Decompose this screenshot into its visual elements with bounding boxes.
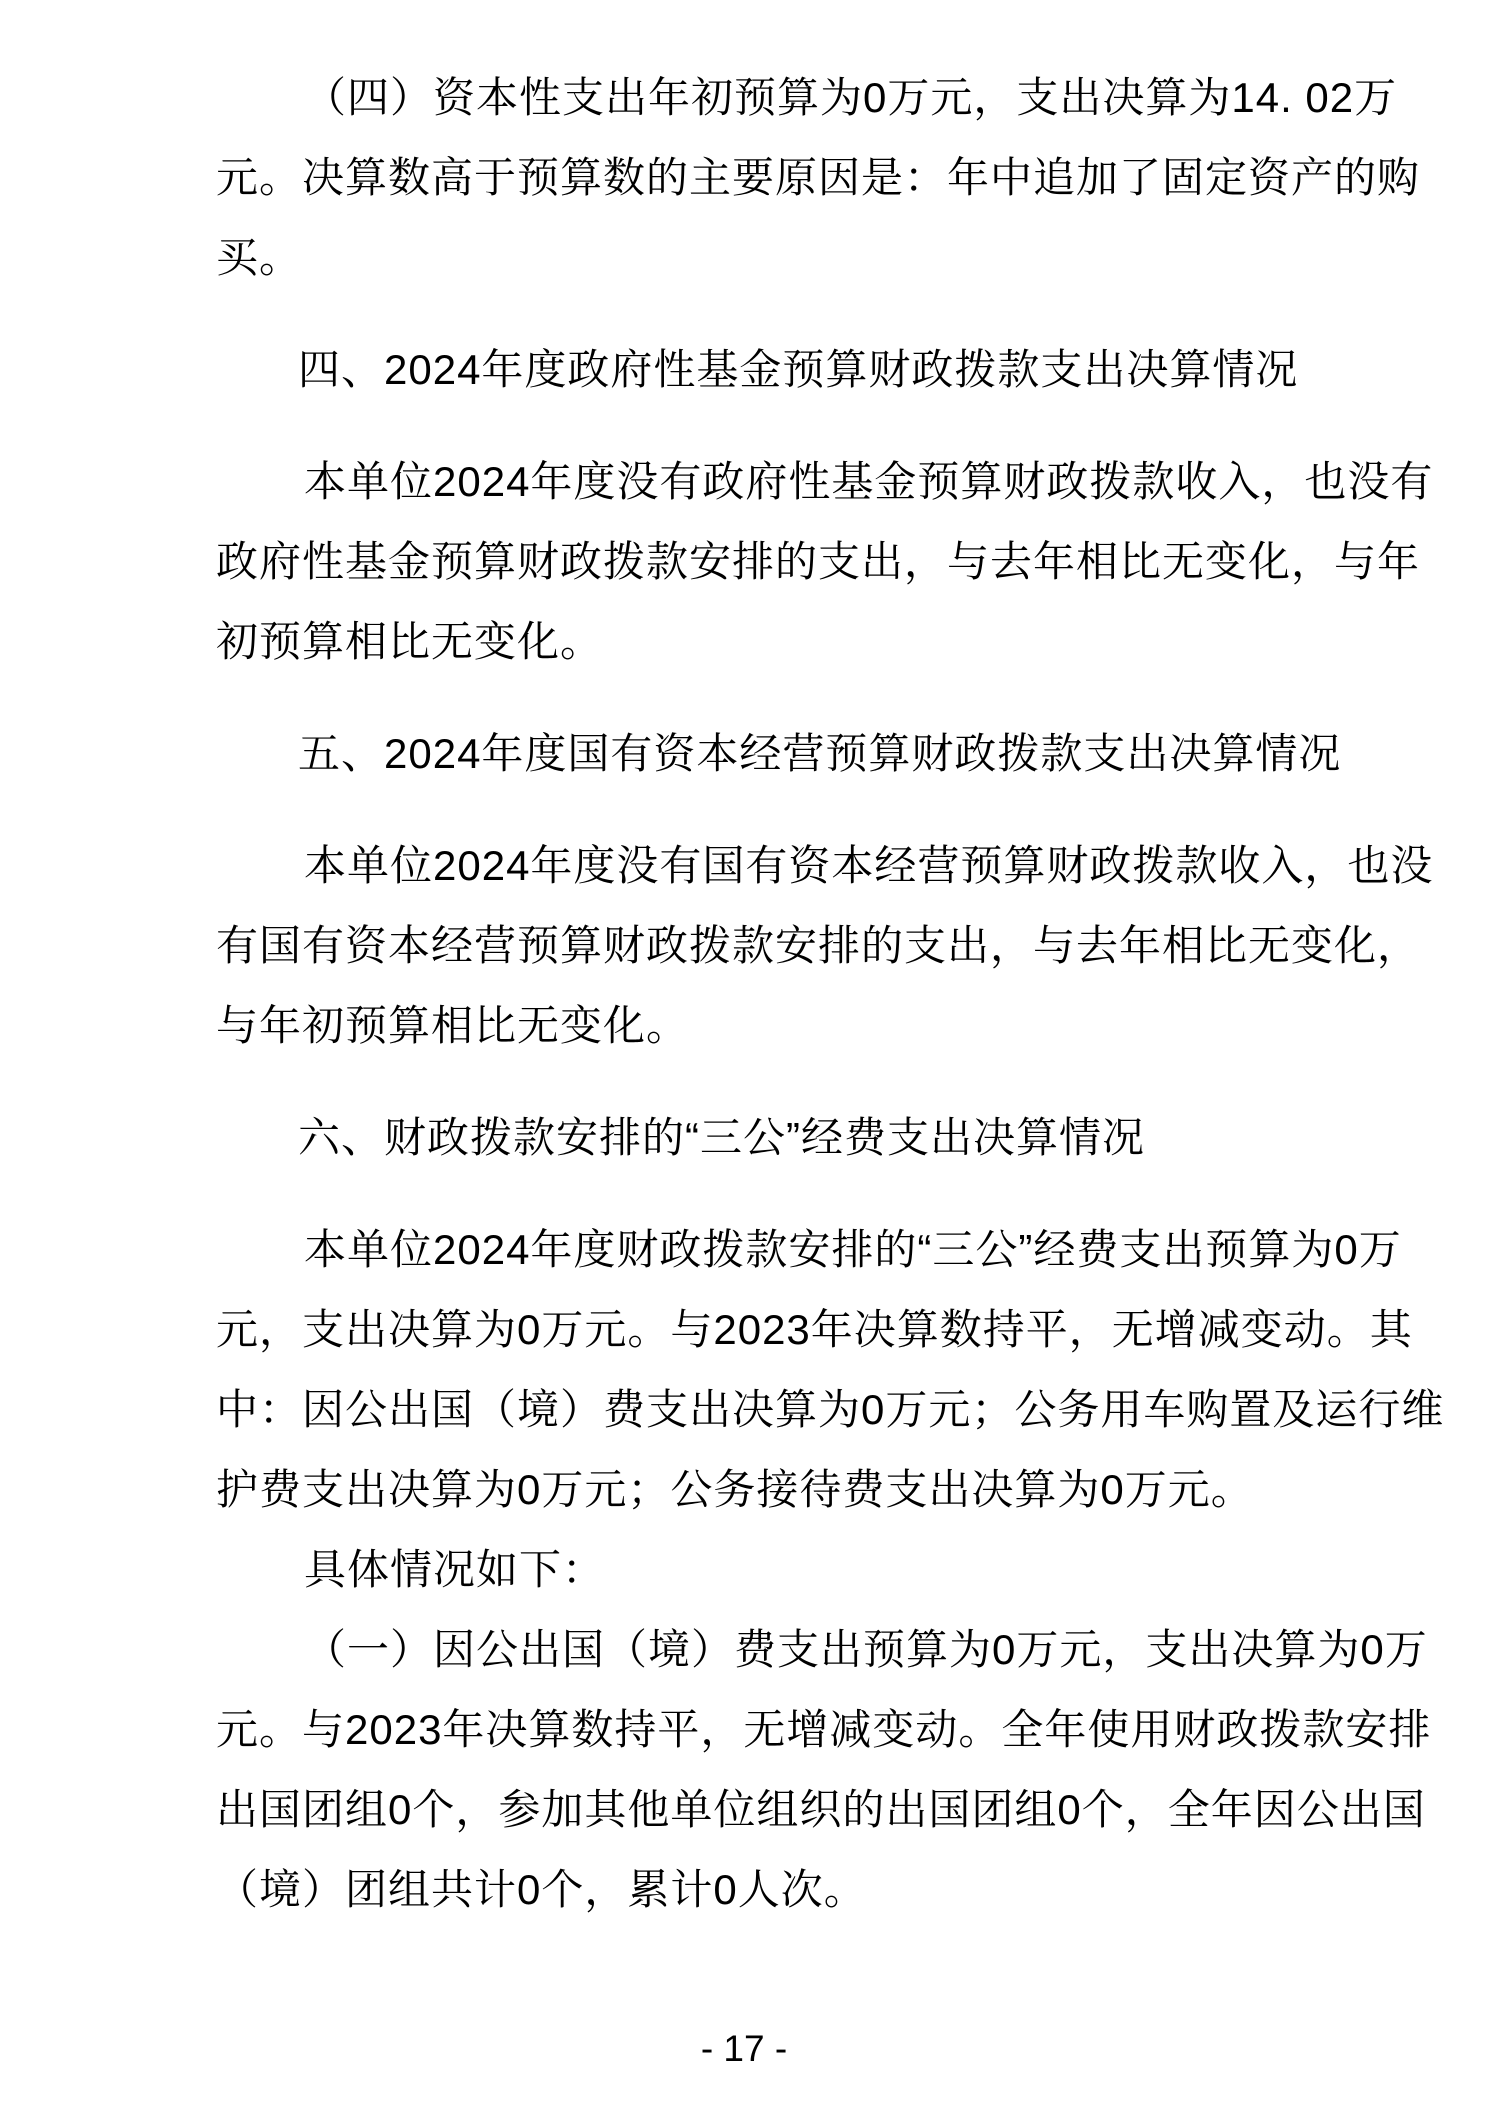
section5-paragraph-line: 与年初预算相比无变化。 (216, 1002, 690, 1049)
section4-paragraph-line: 政府性基金预算财政拨款安排的支出，与去年相比无变化，与年 (216, 538, 1421, 585)
document-body (216, 58, 1445, 1930)
section6-item1-line: 出国团组0个，参加其他单位组织的出国团组0个，全年因公出国 (216, 1786, 1426, 1833)
section6-intro-line: 护费支出决算为0万元；公务接待费支出决算为0万元。 (216, 1466, 1254, 1513)
section5-paragraph-line: 本单位2024年度没有国有资本经营预算财政拨款收入，也没 (304, 842, 1434, 889)
section4-paragraph-line: 初预算相比无变化。 (216, 618, 604, 665)
section6-intro-line: 中：因公出国（境）费支出决算为0万元；公务用车购置及运行维 (216, 1386, 1445, 1433)
page-number: - 17 - (700, 2028, 788, 2069)
section5-paragraph-line: 有国有资本经营预算财政拨款安排的支出，与去年相比无变化， (216, 922, 1421, 969)
section6-item1-line: 元。与2023年决算数持平，无增减变动。全年使用财政拨款安排 (216, 1706, 1432, 1753)
section6-details-label: 具体情况如下： (304, 1546, 606, 1593)
section5-heading: 五、2024年度国有资本经营预算财政拨款支出决算情况 (298, 730, 1342, 777)
section6-heading: 六、财政拨款安排的“三公”经费支出决算情况 (298, 1114, 1145, 1161)
paragraph-capital-expense-line: 元。决算数高于预算数的主要原因是：年中追加了固定资产的购 (216, 154, 1421, 201)
section6-item1-line: （境）团组共计0个，累计0人次。 (216, 1866, 867, 1913)
section6-intro-line: 本单位2024年度财政拨款安排的“三公”经费支出预算为0万 (304, 1226, 1402, 1273)
paragraph-capital-expense-line: （四）资本性支出年初预算为0万元，支出决算为14. 02万 (304, 74, 1398, 121)
paragraph-capital-expense-line: 买。 (216, 234, 303, 281)
section6-item1-line: （一）因公出国（境）费支出预算为0万元，支出决算为0万 (304, 1626, 1428, 1673)
section4-paragraph-line: 本单位2024年度没有政府性基金预算财政拨款收入，也没有 (304, 458, 1434, 505)
section4-heading: 四、2024年度政府性基金预算财政拨款支出决算情况 (298, 346, 1299, 393)
section6-intro-line: 元，支出决算为0万元。与2023年决算数持平，无增减变动。其 (216, 1306, 1413, 1353)
